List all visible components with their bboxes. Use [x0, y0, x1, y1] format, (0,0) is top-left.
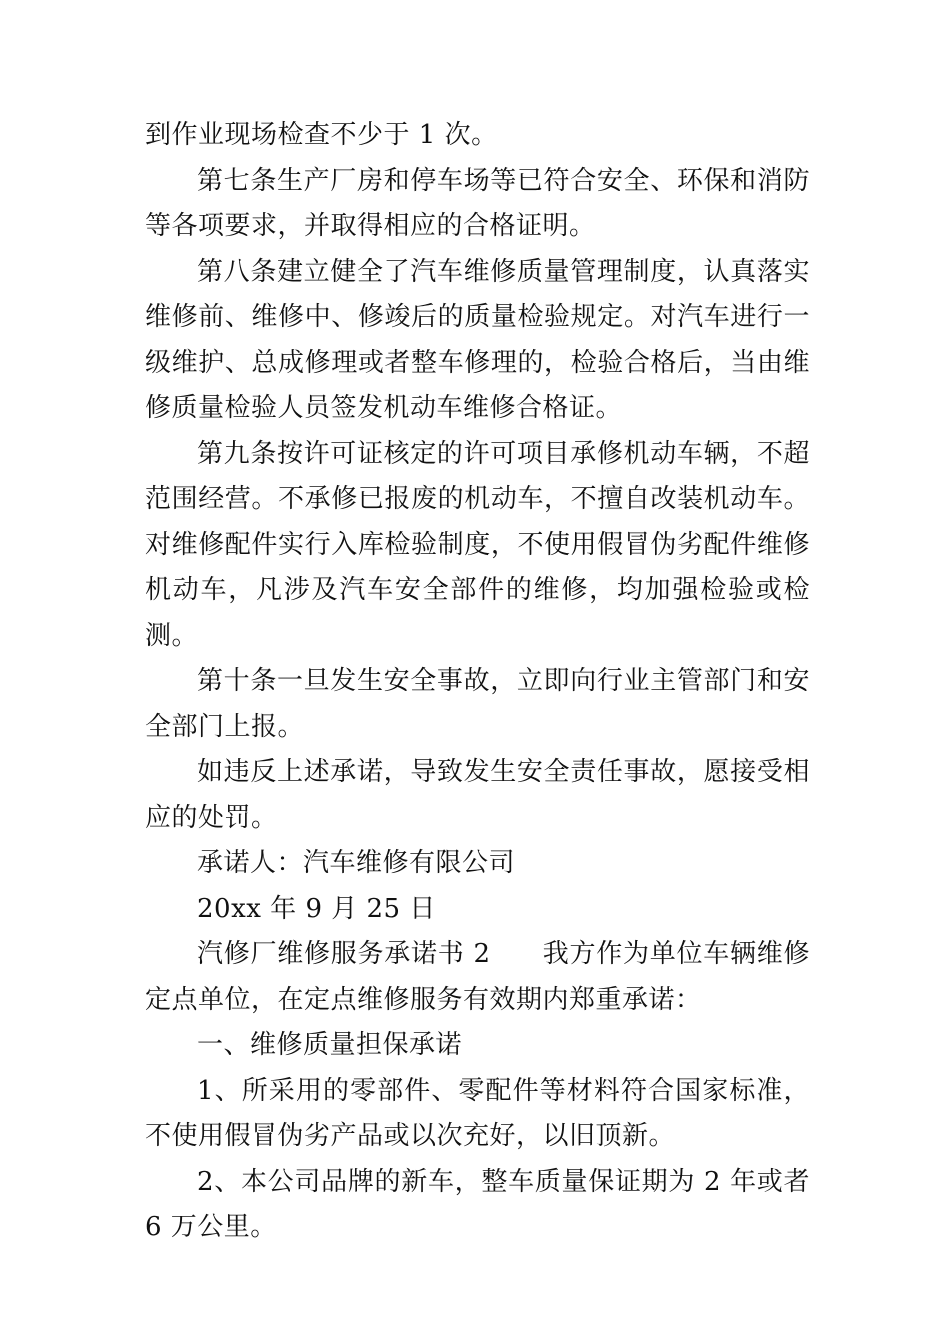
- paragraph-article-7: 第七条生产厂房和停车场等已符合安全、环保和消防等各项要求，并取得相应的合格证明。: [145, 165, 810, 241]
- paragraph-article-8: 第八条建立健全了汽车维修质量管理制度，认真落实维修前、维修中、修竣后的质量检验规定。对汽车进行一级维护、总成修理或者整车修理的，检验合格后，当由维修质量检验人员签发机动车维修合格证。: [145, 256, 810, 423]
- paragraph-penalty: 如违反上述承诺，导致发生安全责任事故，愿接受相应的处罚。: [145, 757, 810, 833]
- document-body: [145, 113, 810, 1251]
- signatory-line: 承诺人：汽车维修有限公司: [197, 848, 516, 878]
- paragraph: 到作业现场检查不少于 1 次。: [145, 120, 498, 150]
- section-intro: 我方作为单位车辆维修定点单位，在定点维修服务有效期内郑重承诺：: [145, 939, 810, 1015]
- date-line: 20xx 年 9 月 25 日: [197, 893, 436, 924]
- paragraph-article-10: 第十条一旦发生安全事故，立即向行业主管部门和安全部门上报。: [145, 666, 810, 742]
- paragraph-article-9: 第九条按许可证核定的许可项目承修机动车辆，不超范围经营。不承修已报废的机动车，不擅自改装机动车。对维修配件实行入库检验制度，不使用假冒伪劣配件维修机动车，凡涉及汽车安全部件的维修，均加强检验或检测。: [145, 438, 810, 651]
- paragraph-item-1: 1、所采用的零部件、零配件等材料符合国家标准，不使用假冒伪劣产品或以次充好，以旧顶新。: [145, 1075, 810, 1151]
- section-heading-paragraph: [145, 932, 810, 1023]
- section-title: 汽修厂维修服务承诺书 2: [197, 939, 491, 969]
- subheading-quality-guarantee: 一、维修质量担保承诺: [197, 1030, 463, 1060]
- paragraph-item-2: 2、本公司品牌的新车，整车质量保证期为 2 年或者 6 万公里。: [145, 1166, 810, 1242]
